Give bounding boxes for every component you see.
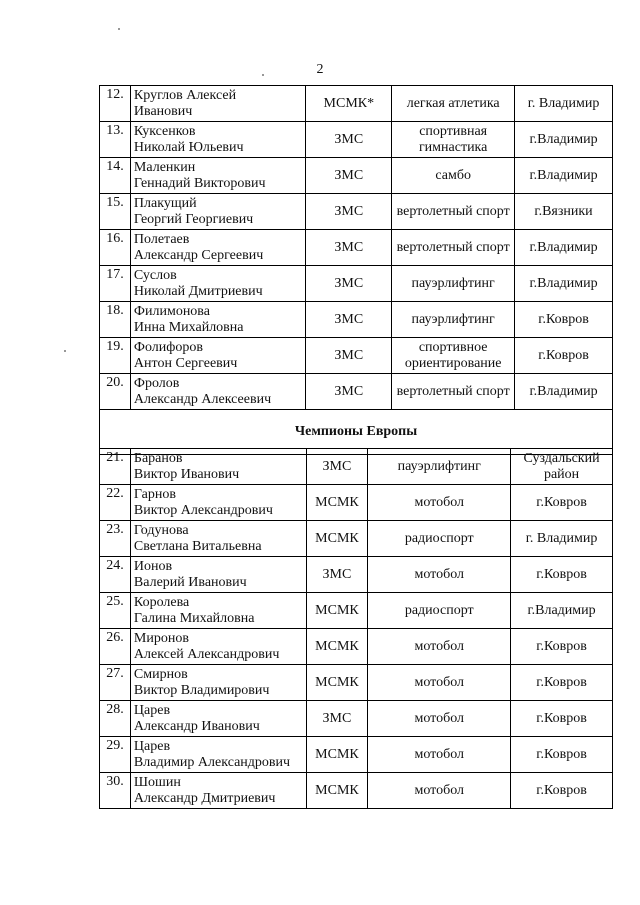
city: г.Владимир [511, 593, 613, 629]
athlete-surname: Ионов [133, 558, 173, 574]
athlete-name-cell [130, 737, 306, 773]
athletes-table-1 [99, 85, 613, 455]
sport-discipline: мотобол [368, 701, 511, 737]
row-number: 13. [100, 122, 131, 158]
scan-speck [118, 28, 120, 30]
row-number: 26. [100, 629, 131, 665]
table-row [100, 521, 613, 557]
sport-title: МСМК [306, 593, 368, 629]
sport-discipline: легкая атлетика [392, 86, 515, 122]
athlete-surname: Баранов [133, 450, 183, 466]
table-row [100, 737, 613, 773]
athlete-name-cell [130, 629, 306, 665]
city: г.Ковров [511, 737, 613, 773]
city: г.Ковров [511, 629, 613, 665]
athlete-given-names: Александр Иванович [133, 718, 260, 734]
sport-title: ЗМС [306, 194, 392, 230]
table-row [100, 485, 613, 521]
city: г.Ковров [515, 338, 613, 374]
athlete-given-names: Георгий Георгиевич [133, 211, 254, 227]
table-row [100, 701, 613, 737]
athlete-surname: Годунова [133, 522, 189, 538]
sport-title: ЗМС [306, 338, 392, 374]
athlete-name-cell [130, 773, 306, 809]
sport-title: МСМК [306, 521, 368, 557]
table-row [100, 374, 613, 410]
sport-discipline: пауэрлифтинг [392, 302, 515, 338]
table-row [100, 557, 613, 593]
sport-discipline: мотобол [368, 557, 511, 593]
athlete-name-cell [130, 374, 306, 410]
row-number: 14. [100, 158, 131, 194]
sport-title: ЗМС [306, 701, 368, 737]
athlete-surname: Плакущий [133, 195, 197, 211]
table-row [100, 773, 613, 809]
athlete-given-names: Владимир Александрович [133, 754, 291, 770]
row-number: 25. [100, 593, 131, 629]
city: г.Вязники [515, 194, 613, 230]
athlete-given-names: Светлана Витальевна [133, 538, 262, 554]
scan-speck [262, 74, 264, 76]
athlete-given-names: Антон Сергеевич [133, 355, 238, 371]
athlete-given-names: Александр Дмитриевич [133, 790, 276, 806]
city: г.Владимир [515, 374, 613, 410]
athlete-surname: Королева [133, 594, 190, 610]
athlete-surname: Куксенков [133, 123, 196, 139]
sport-discipline: мотобол [368, 665, 511, 701]
row-number: 27. [100, 665, 131, 701]
city: г.Ковров [511, 485, 613, 521]
athlete-name-cell [130, 122, 306, 158]
city: г. Владимир [515, 86, 613, 122]
sport-title: МСМК [306, 737, 368, 773]
athlete-name-cell [130, 194, 306, 230]
sport-title: ЗМС [306, 557, 368, 593]
row-number: 22. [100, 485, 131, 521]
table-row [100, 302, 613, 338]
sport-title: МСМК* [306, 86, 392, 122]
athlete-given-names: Александр Сергеевич [133, 247, 264, 263]
row-number: 23. [100, 521, 131, 557]
table-row [100, 194, 613, 230]
table-row [100, 593, 613, 629]
sport-discipline: спортивная гимнастика [392, 122, 515, 158]
athlete-given-names: Николай Юльевич [133, 139, 244, 155]
sport-title: ЗМС [306, 449, 368, 485]
sport-discipline: вертолетный спорт [392, 230, 515, 266]
city: г.Ковров [511, 557, 613, 593]
athlete-name-cell [130, 701, 306, 737]
athlete-given-names: Галина Михайловна [133, 610, 255, 626]
city: г.Владимир [515, 122, 613, 158]
athlete-surname: Круглов Алексей [133, 87, 237, 103]
city: г. Владимир [511, 521, 613, 557]
table-row [100, 86, 613, 122]
athlete-surname: Шошин [133, 774, 181, 790]
table-row [100, 230, 613, 266]
sport-discipline: пауэрлифтинг [368, 449, 511, 485]
athlete-surname: Фролов [133, 375, 180, 391]
table-row [100, 629, 613, 665]
sport-discipline: мотобол [368, 773, 511, 809]
athlete-name-cell [130, 338, 306, 374]
row-number: 18. [100, 302, 131, 338]
athlete-given-names: Геннадий Викторович [133, 175, 266, 191]
city: г.Ковров [511, 773, 613, 809]
athlete-name-cell [130, 485, 306, 521]
athlete-surname: Гарнов [133, 486, 176, 502]
athlete-given-names: Валерий Иванович [133, 574, 247, 590]
city: г.Ковров [515, 302, 613, 338]
sport-title: МСМК [306, 629, 368, 665]
table-row [100, 449, 613, 485]
sport-discipline: мотобол [368, 737, 511, 773]
row-number: 12. [100, 86, 131, 122]
city: г.Владимир [515, 266, 613, 302]
sport-discipline: мотобол [368, 485, 511, 521]
athlete-surname: Царев [133, 738, 171, 754]
sport-title: МСМК [306, 665, 368, 701]
sport-discipline: пауэрлифтинг [392, 266, 515, 302]
athlete-name-cell [130, 266, 306, 302]
athlete-surname: Маленкин [133, 159, 196, 175]
sport-title: МСМК [306, 485, 368, 521]
sport-discipline: вертолетный спорт [392, 194, 515, 230]
athlete-given-names: Виктор Владимирович [133, 682, 270, 698]
sport-title: МСМК [306, 773, 368, 809]
table-row [100, 665, 613, 701]
row-number: 15. [100, 194, 131, 230]
athlete-given-names: Инна Михайловна [133, 319, 244, 335]
row-number: 17. [100, 266, 131, 302]
athlete-name-cell [130, 557, 306, 593]
athlete-name-cell [130, 449, 306, 485]
athlete-given-names: Алексей Александрович [133, 646, 280, 662]
athlete-surname: Смирнов [133, 666, 188, 682]
sport-title: ЗМС [306, 302, 392, 338]
athlete-surname: Царев [133, 702, 171, 718]
table-row [100, 266, 613, 302]
row-number: 24. [100, 557, 131, 593]
athlete-name-cell [130, 302, 306, 338]
city: г.Ковров [511, 701, 613, 737]
sport-discipline: мотобол [368, 629, 511, 665]
athlete-surname: Полетаев [133, 231, 190, 247]
athlete-given-names: Александр Алексеевич [133, 391, 272, 407]
sport-discipline: радиоспорт [368, 593, 511, 629]
athlete-surname: Суслов [133, 267, 177, 283]
table-row [100, 158, 613, 194]
city: г.Владимир [515, 230, 613, 266]
sport-title: ЗМС [306, 230, 392, 266]
page-number: 2 [316, 62, 324, 77]
city: г.Владимир [515, 158, 613, 194]
row-number: 19. [100, 338, 131, 374]
sport-discipline: вертолетный спорт [392, 374, 515, 410]
sport-discipline: радиоспорт [368, 521, 511, 557]
athlete-given-names: Иванович [133, 103, 193, 119]
athlete-name-cell [130, 86, 306, 122]
athlete-given-names: Виктор Иванович [133, 466, 240, 482]
row-number: 29. [100, 737, 131, 773]
athlete-name-cell [130, 230, 306, 266]
row-number: 21. [100, 449, 131, 485]
athletes-table-2 [99, 448, 613, 809]
city: Суздальский район [511, 449, 613, 485]
sport-title: ЗМС [306, 158, 392, 194]
athlete-name-cell [130, 158, 306, 194]
row-number: 28. [100, 701, 131, 737]
sport-title: ЗМС [306, 374, 392, 410]
row-number: 20. [100, 374, 131, 410]
athlete-given-names: Виктор Александрович [133, 502, 273, 518]
athlete-name-cell [130, 665, 306, 701]
table-row [100, 122, 613, 158]
row-number: 16. [100, 230, 131, 266]
athlete-name-cell [130, 521, 306, 557]
sport-discipline: спортивное ориентирование [392, 338, 515, 374]
city: г.Ковров [511, 665, 613, 701]
sport-title: ЗМС [306, 122, 392, 158]
sport-title: ЗМС [306, 266, 392, 302]
athlete-surname: Филимонова [133, 303, 210, 319]
athlete-surname: Фолифоров [133, 339, 203, 355]
athlete-name-cell [130, 593, 306, 629]
sport-discipline: самбо [392, 158, 515, 194]
table-row [100, 338, 613, 374]
section-title: Чемпионы Европы [294, 424, 418, 439]
scan-speck [64, 350, 66, 352]
athlete-given-names: Николай Дмитриевич [133, 283, 263, 299]
row-number: 30. [100, 773, 131, 809]
athlete-surname: Миронов [133, 630, 189, 646]
